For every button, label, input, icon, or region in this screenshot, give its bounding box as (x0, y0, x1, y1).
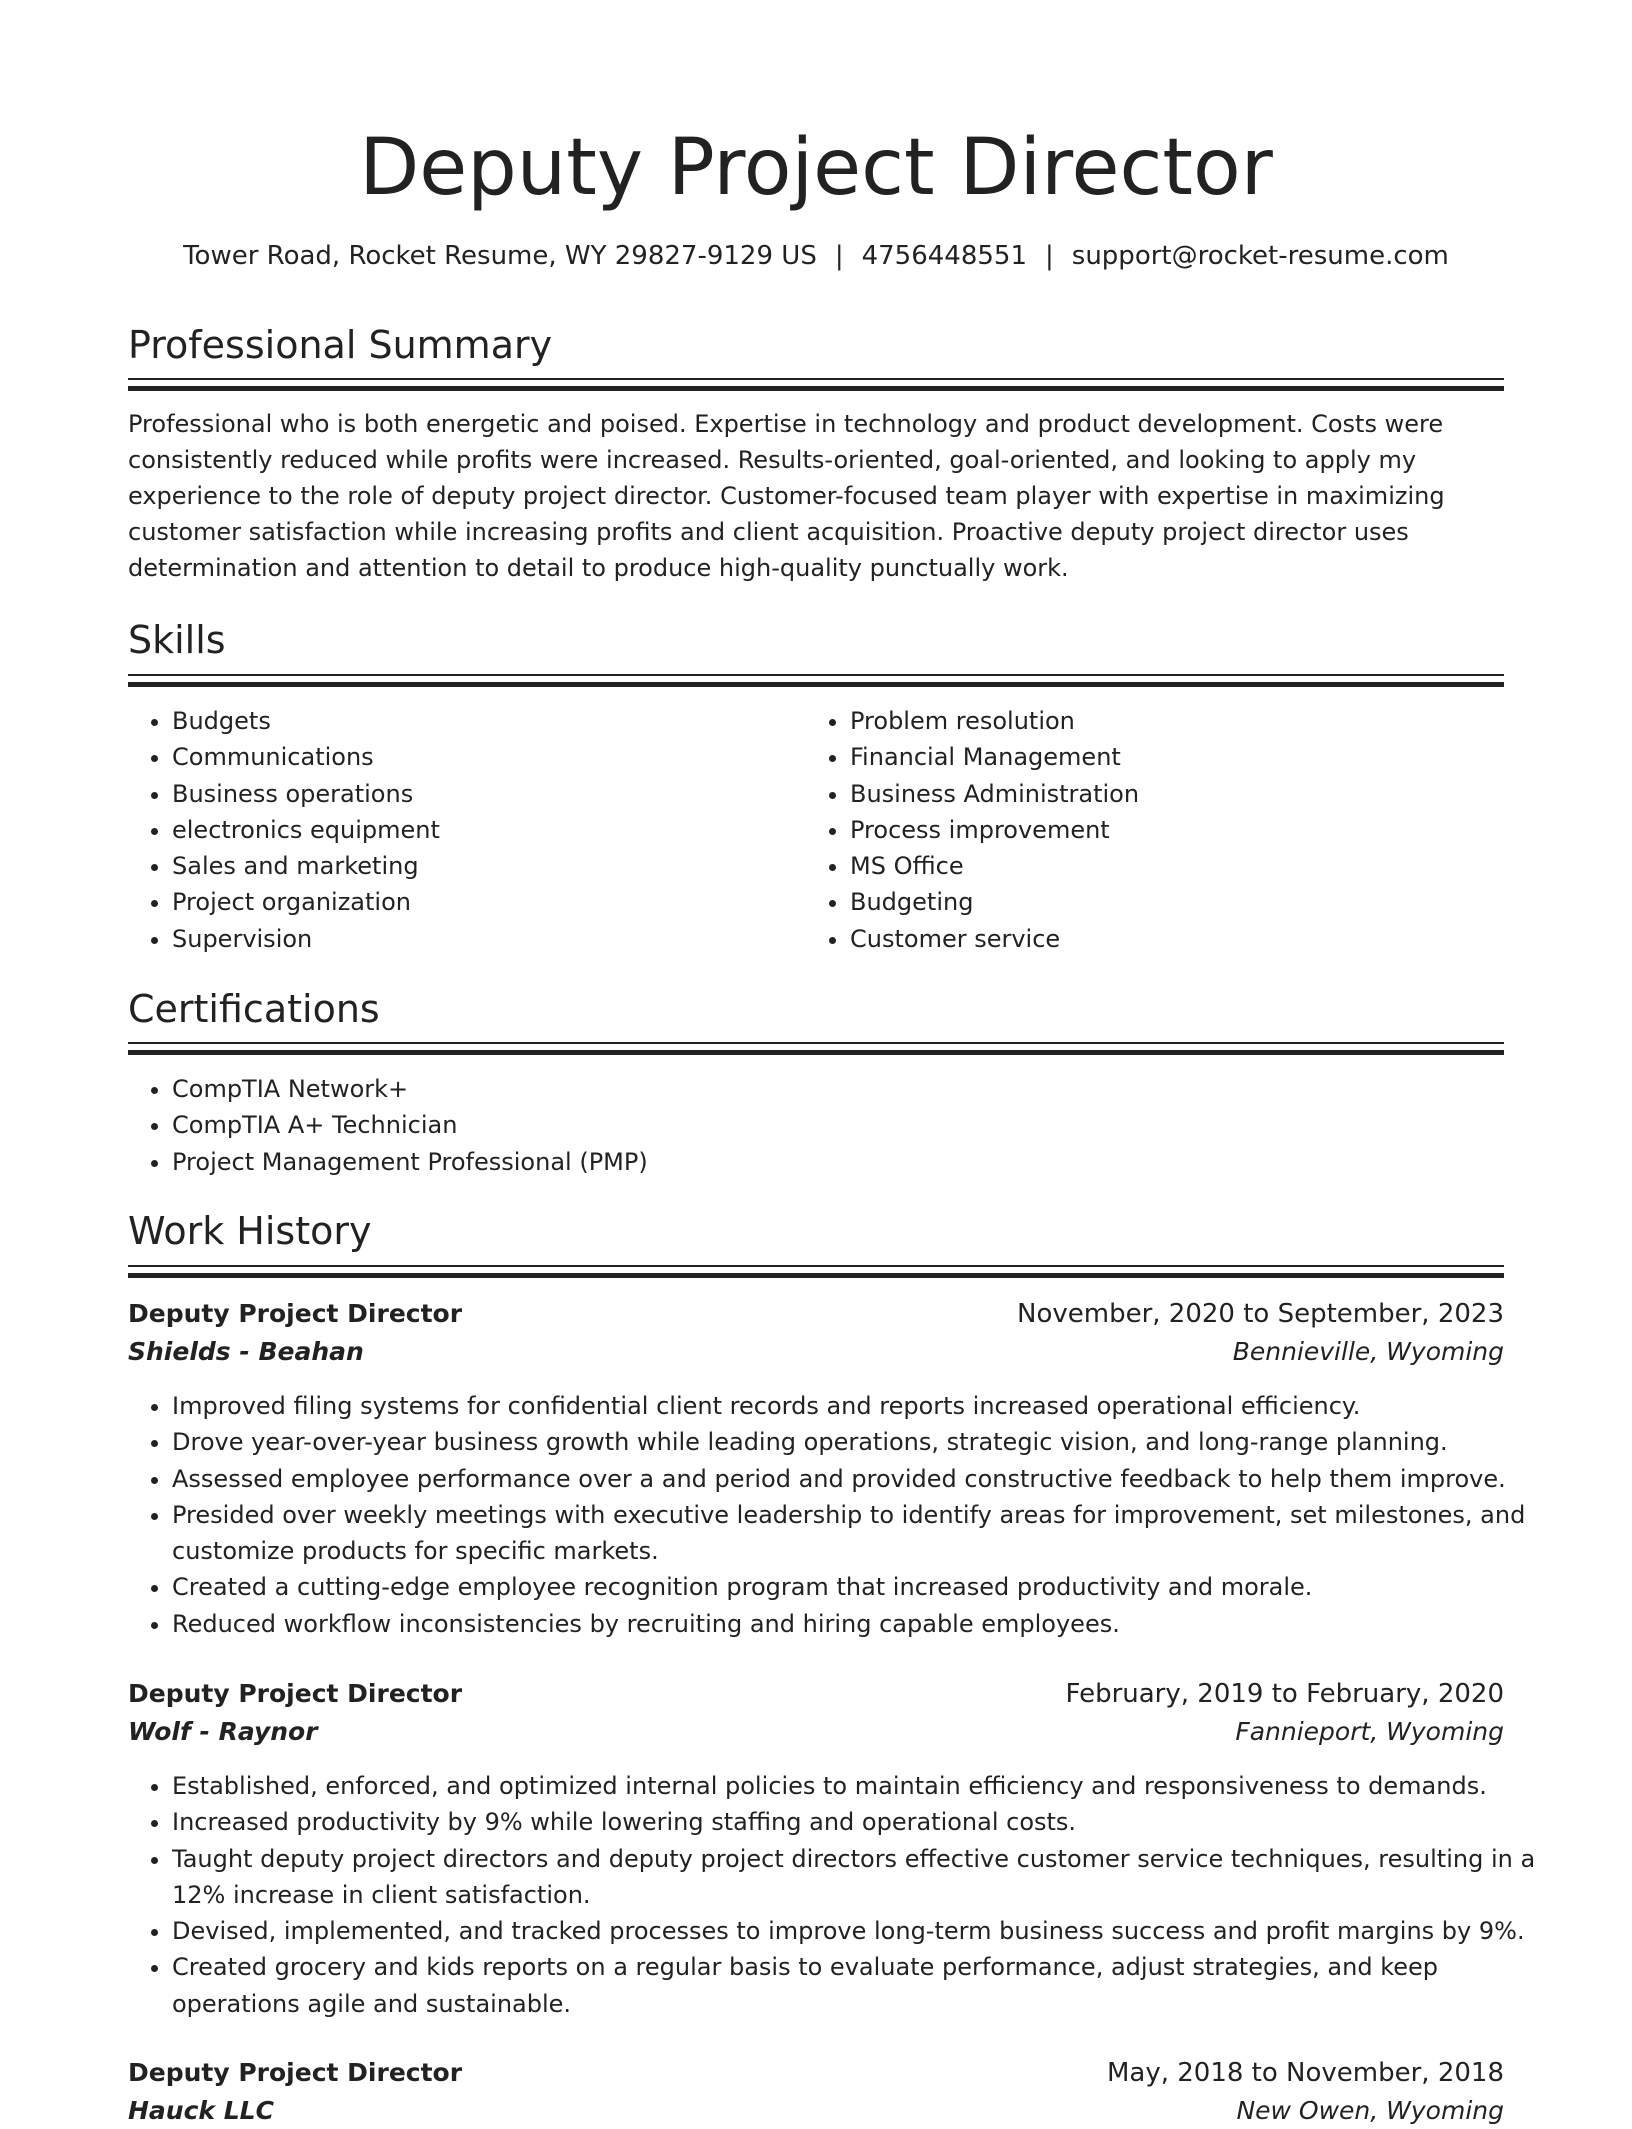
job-dates: May, 2018 to November, 2018 (1106, 2058, 1504, 2088)
job-bullet: • Established, enforced, and optimized internal policies to maintain efficiency and responsiveness to demands. (172, 1768, 1548, 1804)
skill-item: • electronics equipment (172, 812, 792, 848)
job-location: Fannieport, Wyoming (1235, 1717, 1504, 1746)
section-divider (128, 674, 1504, 687)
skill-item: • Sales and marketing (172, 848, 792, 884)
certification-item: • Project Management Professional (PMP) (172, 1144, 1502, 1180)
contact-separator: | (834, 241, 844, 271)
job-dates: November, 2020 to September, 2023 (1017, 1299, 1504, 1329)
section-divider (128, 1265, 1504, 1278)
skills-list-right (806, 703, 1500, 957)
job-bullet: • Increased productivity by 9% while lowering staffing and operational costs. (172, 1804, 1548, 1840)
skill-item: • Communications (172, 739, 792, 775)
skill-item: • Financial Management (850, 739, 1500, 775)
skill-item: • Customer service (850, 921, 1500, 957)
contact-phone: 4756448551 (861, 241, 1028, 271)
summary-heading: Professional Summary (128, 323, 553, 367)
job-bullet: • Created grocery and kids reports on a regular basis to evaluate performance, adjust strategies, and keep operations agile and sustainable. (172, 1949, 1548, 2022)
skill-item: • Budgets (172, 703, 792, 739)
skills-list-left (128, 703, 792, 957)
job-dates: February, 2019 to February, 2020 (1065, 1679, 1504, 1709)
job-location: New Owen, Wyoming (1236, 2096, 1504, 2125)
resume-title: Deputy Project Director (359, 123, 1273, 213)
job-bullet: • Presided over weekly meetings with executive leadership to identify areas for improvement, set milestones, and customize products for specific markets. (172, 1497, 1548, 1570)
work-history-heading: Work History (128, 1209, 372, 1253)
job-title: Deputy Project Director (128, 1299, 463, 1328)
summary-text: Professional who is both energetic and poised. Expertise in technology and product development. Costs were consistently reduced while profits were increased. Results-oriented, goal-oriented, and looking to apply my experience to the role of deputy project director. Customer-focused team player with expertise in maximizing customer satisfaction while increasing profits and client acquisition. Proactive deputy project director uses determination and attention to detail to produce high-quality punctually work. (128, 410, 1445, 582)
skill-item: • Business Administration (850, 776, 1500, 812)
contact-separator: | (1045, 241, 1054, 271)
job-bullet: • Improved filing systems for confidential client records and reports increased operational efficiency. (172, 1388, 1548, 1424)
skill-item: • Business operations (172, 776, 792, 812)
skill-item: • Project organization (172, 884, 792, 920)
skill-item: • Supervision (172, 921, 792, 957)
job-company: Shields - Beahan (128, 1337, 364, 1366)
job-location: Bennieville, Wyoming (1232, 1337, 1504, 1366)
job-bullets (128, 1388, 1548, 1642)
contact-email[interactable]: support@rocket-resume.com (1071, 241, 1449, 271)
job-title: Deputy Project Director (128, 2058, 463, 2087)
section-divider (128, 378, 1504, 391)
skill-item: • Process improvement (850, 812, 1500, 848)
job-bullet: • Taught deputy project directors and deputy project directors effective customer service techniques, resulting in a 12% increase in client satisfaction. (172, 1841, 1548, 1914)
job-bullet: • Created a cutting-edge employee recognition program that increased productivity and morale. (172, 1569, 1548, 1605)
job-company: Wolf - Raynor (128, 1717, 318, 1746)
skill-item: • MS Office (850, 848, 1500, 884)
certification-item: • CompTIA Network+ (172, 1071, 1502, 1107)
section-divider (128, 1042, 1504, 1055)
job-title: Deputy Project Director (128, 1679, 463, 1708)
certification-item: • CompTIA A+ Technician (172, 1107, 1502, 1143)
job-company: Hauck LLC (128, 2096, 274, 2125)
contact-address: Tower Road, Rocket Resume, WY 29827-9129 US (183, 241, 817, 271)
skill-item: • Problem resolution (850, 703, 1500, 739)
job-bullet: • Reduced workflow inconsistencies by recruiting and hiring capable employees. (172, 1606, 1548, 1642)
certifications-list (128, 1071, 1502, 1180)
skills-heading: Skills (128, 618, 226, 662)
job-bullet: • Assessed employee performance over a and period and provided constructive feedback to help them improve. (172, 1461, 1548, 1497)
job-bullet: • Drove year-over-year business growth while leading operations, strategic vision, and long-range planning. (172, 1424, 1548, 1460)
skill-item: • Budgeting (850, 884, 1500, 920)
job-bullet: • Devised, implemented, and tracked processes to improve long-term business success and profit margins by 9%. (172, 1913, 1548, 1949)
certifications-heading: Certifications (128, 987, 380, 1031)
contact-line (128, 236, 1504, 276)
job-bullets (128, 1768, 1548, 2022)
